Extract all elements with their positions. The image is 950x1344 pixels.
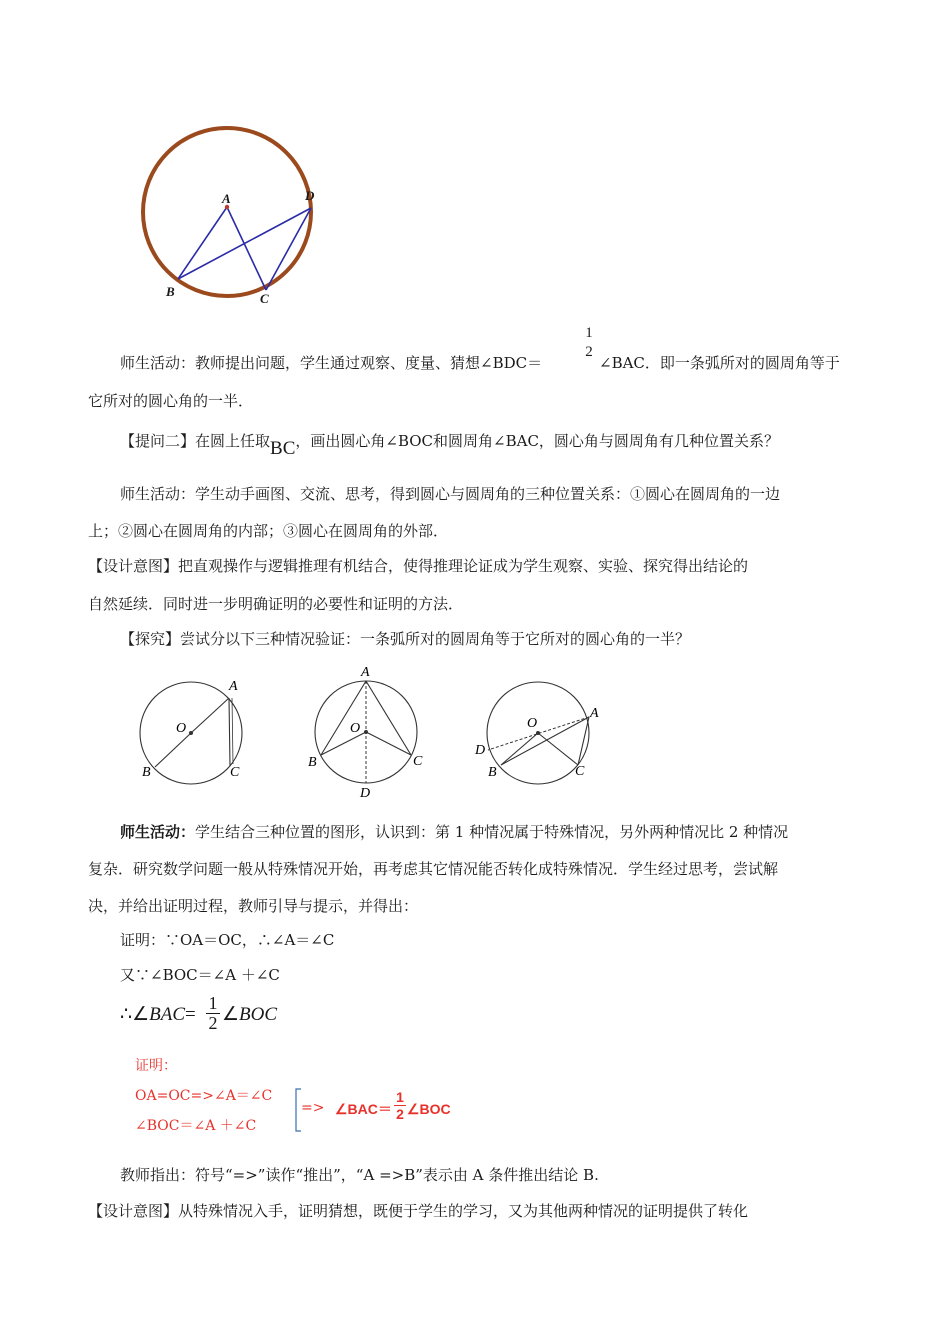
proof-line2: 又∵∠BOC＝∠A ＋∠C: [120, 966, 280, 984]
label-B: B: [166, 284, 175, 299]
case2-label-C: C: [413, 754, 423, 769]
question2-text-b: ，画出圆心角∠BOC和圆周角∠BAC，圆心角与圆周角有几种位置关系？: [295, 432, 779, 450]
case1-center-dot: [189, 731, 193, 735]
case2-label-A: A: [361, 665, 370, 680]
case3-OC: [538, 733, 578, 765]
case2-label-D: D: [360, 786, 371, 801]
case3-AB: [501, 717, 589, 765]
proof-therefore: ∴∠: [120, 1004, 150, 1025]
proof-angle: ∠: [222, 1004, 240, 1025]
case1-OA: [191, 698, 229, 733]
design2-bracket: 【设计意图】: [88, 1202, 179, 1220]
para1-line1-end: [599, 353, 840, 373]
case1-AC: [229, 698, 230, 766]
para1-text-end: ∠BAC．即一条弧所对的圆周角等于: [599, 354, 840, 372]
red-proof-line2: ∠BOC＝∠A ＋∠C: [135, 1118, 257, 1134]
red-proof-result: ∠BAC＝: [335, 1101, 392, 1117]
case2-label-B: B: [308, 755, 317, 770]
para3-lead: 师生活动：: [120, 823, 196, 841]
question2-arc: BC: [270, 438, 296, 459]
proof-equals: =: [185, 1004, 196, 1025]
design2-line: [88, 1201, 748, 1221]
design2-text: 从特殊情况入手，证明猜想，既便于学生的学习，又为其他两种情况的证明提供了转化: [178, 1202, 749, 1220]
red-proof-title: 证明：: [135, 1058, 177, 1074]
proof-fraction: [206, 994, 220, 1033]
case2-label-O: O: [350, 721, 361, 736]
case3-label-C: C: [575, 764, 585, 779]
red-proof-fraction: [394, 1089, 406, 1122]
proof-line3-end: [222, 1003, 277, 1027]
design1-line1: [88, 556, 748, 576]
case1-OB: [155, 733, 191, 767]
label-D: D: [305, 188, 315, 203]
figure-circle-diagram: [130, 125, 330, 310]
proof-fraction-den: 2: [208, 1013, 218, 1033]
para1-fraction-num: 1: [585, 325, 593, 341]
red-proof-arrow: =>: [301, 1100, 325, 1116]
explore-bracket: 【探究】: [120, 630, 181, 648]
case3-label-D: D: [475, 743, 486, 758]
case3-label-A: A: [590, 706, 599, 721]
proof-boc: BOC: [239, 1004, 278, 1025]
case3-center-dot: [536, 731, 540, 735]
case3-label-O: O: [527, 716, 538, 731]
para1-fraction-den: 2: [585, 344, 593, 360]
proof-line3: [120, 1003, 196, 1027]
figure-three-cases: [130, 660, 610, 805]
case3-diagram: [474, 682, 599, 784]
circle-outline: [143, 128, 311, 296]
case3-AC: [578, 717, 589, 765]
case2-diagram: [308, 665, 423, 801]
design1-bracket: 【设计意图】: [88, 557, 179, 575]
para2-line1: 师生活动：学生动手画图、交流、思考，得到圆心与圆周角的三种位置关系：①圆心在圆周角的一边: [120, 485, 781, 503]
case1-label-A: A: [229, 679, 238, 694]
case2-center-dot: [364, 730, 368, 734]
label-C: C: [260, 291, 269, 306]
para3-line1: [120, 822, 788, 842]
teacher-note: 教师指出：符号“=>”读作“推出”，“A =>B”表示由 A 条件推出结论 B.: [120, 1166, 599, 1184]
explore-text: 尝试分以下三种情况验证：一条弧所对的圆周角等于它所对的圆心角的一半？: [180, 630, 691, 648]
para3-line3: 决，并给出证明过程，教师引导与提示，并得出：: [88, 897, 419, 915]
question2-bracket: 【提问二】: [120, 432, 196, 450]
segment-AB: [178, 207, 227, 279]
case3-label-B: B: [488, 765, 497, 780]
segment-AC: [227, 207, 266, 290]
red-proof-result-end: ∠BOC: [407, 1101, 451, 1117]
case1-label-B: B: [142, 765, 151, 780]
para1-line2: 它所对的圆心角的一半．: [88, 392, 254, 410]
proof-fraction-num: 1: [208, 993, 218, 1013]
design1-text1: 把直观操作与逻辑推理有机结合，使得推理论证成为学生观察、实验、探究得出结论的: [178, 557, 749, 575]
case1-label-C: C: [230, 765, 240, 780]
label-A: A: [222, 191, 231, 206]
design1-line2: 自然延续．同时进一步明确证明的必要性和证明的方法．: [88, 595, 464, 613]
proof-bac: BAC: [149, 1004, 186, 1025]
para1-text-start: 师生活动：教师提出问题，学生通过观察、度量、猜想∠BDC＝: [120, 354, 543, 372]
para3-text1: 学生结合三种位置的图形，认识到：第 1 种情况属于特殊情况，另外两种情况比 2 种情况: [195, 823, 789, 841]
case1-label-O: O: [176, 721, 187, 736]
question2-text-a: 在圆上任取: [195, 432, 271, 450]
case1-AC-double: [232, 698, 233, 764]
case1-diagram: [140, 679, 242, 784]
red-proof-fraction-num: 1: [396, 1089, 404, 1105]
para1-fraction: [581, 325, 597, 361]
explore-line: [120, 629, 690, 649]
para1-line1: [120, 353, 542, 373]
para3-line2: 复杂．研究数学问题一般从特殊情况开始，再考虑其它情况能否转化成特殊情况．学生经过思考，尝试解: [88, 860, 779, 878]
para2-line2: 上；②圆心在圆周角的内部；③圆心在圆周角的外部．: [88, 522, 449, 540]
question2-line: [120, 431, 779, 459]
proof-line1: 证明：∵OA＝OC，∴∠A＝∠C: [120, 931, 335, 949]
red-proof-fraction-den: 2: [396, 1106, 404, 1122]
case3-OB: [501, 733, 538, 765]
red-proof-line1: OA=OC=>∠A＝∠C: [135, 1088, 273, 1104]
